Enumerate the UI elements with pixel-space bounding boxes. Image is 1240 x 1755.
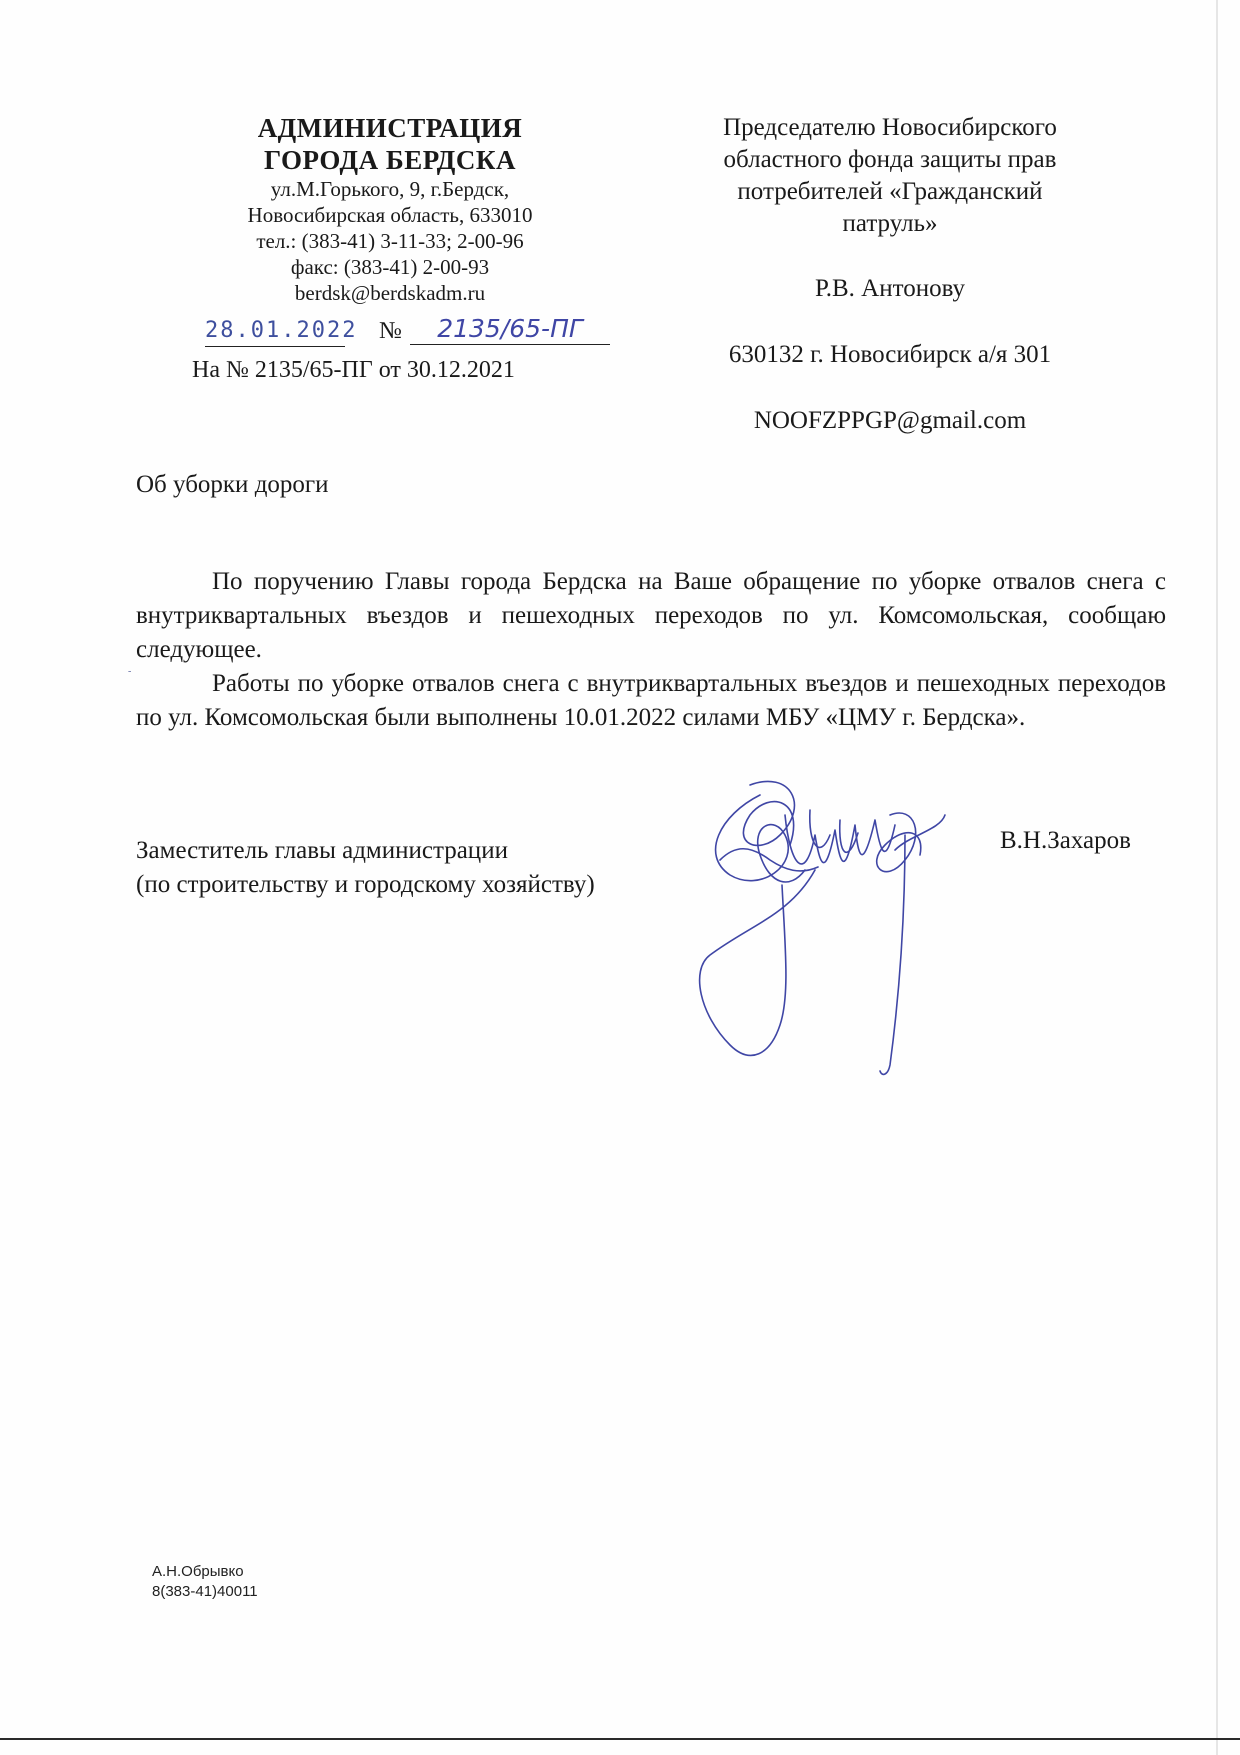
sender-block (180, 112, 600, 306)
registration-date-stamp: 28.01.2022 (205, 318, 345, 347)
letter-body (136, 565, 1166, 735)
scan-edge-right (1216, 0, 1218, 1755)
registration-number-handwritten: 2135/65-ПГ (410, 314, 610, 345)
recipient-title-line: потребителей «Гражданский (737, 178, 1043, 205)
sender-org-line2: ГОРОДА БЕРДСКА (264, 145, 516, 175)
recipient-title-line: областного фонда защиты прав (723, 146, 1057, 173)
reply-reference: На № 2135/65-ПГ от 30.12.2021 (192, 357, 515, 383)
signatory-title-line1: Заместитель главы администрации (136, 837, 508, 864)
recipient-block (680, 112, 1100, 436)
sender-email: berdsk@berdskadm.ru (294, 281, 486, 305)
body-paragraph-1: По поручению Главы города Бердска на Ваше обращение по уборке отвалов снега с внутриквартальных въездов и пешеходных переходов по ул. Комсомольская, сообщаю следующее. (136, 568, 1166, 663)
sender-address-line: ул.М.Горького, 9, г.Бердск, (270, 177, 510, 201)
sender-fax: факс: (383-41) 2-00-93 (290, 255, 490, 279)
recipient-name: Р.В. Антонову (814, 275, 966, 302)
performer-name: А.Н.Обрывко (152, 1563, 244, 1580)
performer-block (152, 1562, 258, 1602)
signatory-title-line2: (по строительству и городскому хозяйству) (136, 871, 595, 898)
scan-speck: ‐ (128, 666, 132, 677)
registration-number-sign: № (379, 318, 402, 344)
scan-edge-bottom (0, 1738, 1240, 1740)
signatory-name: В.Н.Захаров (1000, 827, 1131, 854)
handwritten-signature (690, 775, 950, 1080)
letter-subject: Об уборки дороги (136, 471, 329, 498)
recipient-title-line: патруль» (842, 210, 938, 237)
sender-address-line: Новосибирская область, 633010 (247, 203, 533, 227)
recipient-title-line: Председателю Новосибирского (723, 114, 1057, 141)
sender-phone: тел.: (383-41) 3-11-33; 2-00-96 (256, 229, 524, 253)
recipient-email: NOOFZPPGP@gmail.com (753, 407, 1027, 434)
sender-org-line1: АДМИНИСТРАЦИЯ (257, 113, 523, 143)
signatory-title (136, 834, 595, 902)
recipient-postal-address: 630132 г. Новосибирск а/я 301 (728, 341, 1052, 368)
performer-phone: 8(383-41)40011 (152, 1583, 258, 1600)
registration-line (195, 314, 615, 350)
body-paragraph-2: Работы по уборке отвалов снега с внутриквартальных въездов и пешеходных переходов по ул. Комсомольская были выполнены 10.01.2022 силами МБУ «ЦМУ г. Бердска». (136, 670, 1166, 731)
